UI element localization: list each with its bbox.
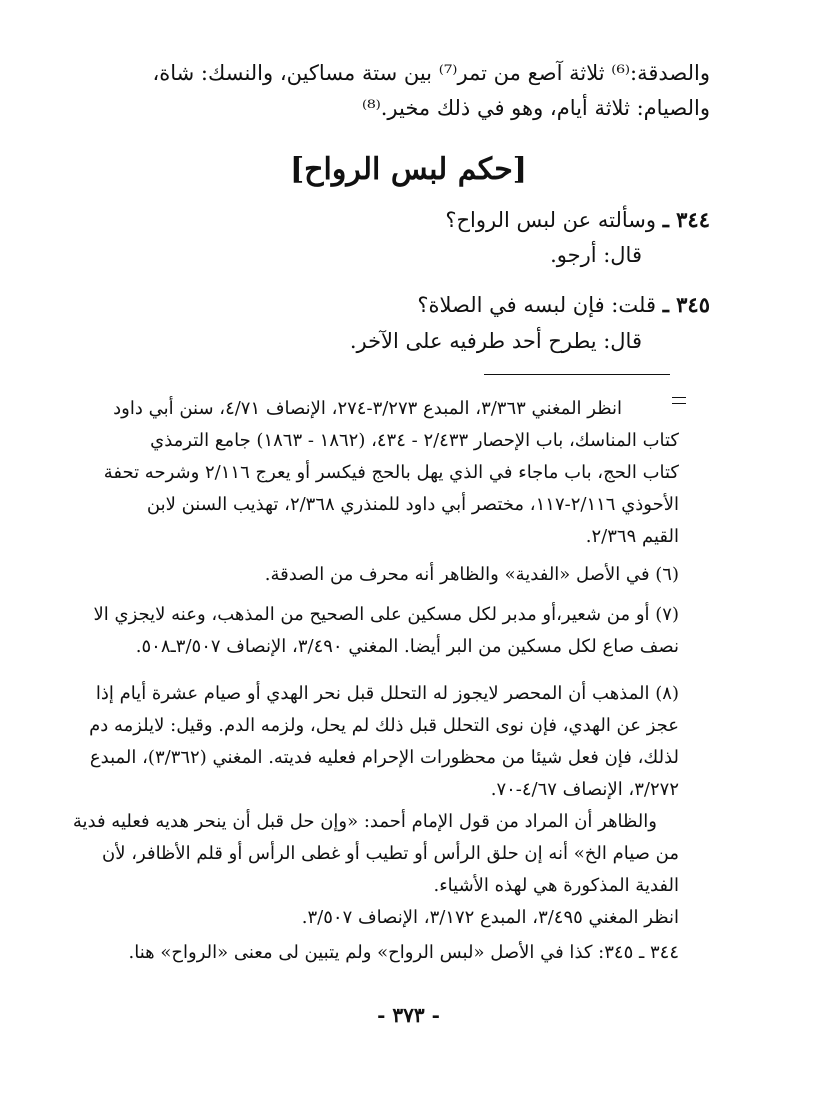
entry-number: ٣٤٥ ـ [662, 292, 710, 317]
footnote-8-line: (٨) المذهب أن المحصر لايجوز له التحلل قبل نحر الهدي أو صيام عشرة أيام إذا [95, 683, 679, 704]
footnote-8b-line: من صيام الخ» أنه إن حلق الرأس أو تطيب أو غطى الرأس أو قلم الأظافر، لأن [102, 843, 679, 864]
entry-number: ٣٤٤ ـ [662, 207, 710, 232]
footnote-cont-line: انظر المغني ٣/٣٦٣، المبدع ٣/٢٧٣-٢٧٤، الإنصاف ٤/٧١، سنن أبي داود [113, 398, 622, 419]
footnote-8-line: ٣/٢٧٢، الإنصاف ٤/٦٧-٧٠. [490, 779, 679, 800]
body-text-line-2: والصيام: ثلاثة أيام، وهو في ذلك مخير.⁽⁸⁾ [362, 96, 710, 120]
footnote-8b-line: انظر المغني ٣/٤٩٥، المبدع ٣/١٧٢، الإنصاف ٣/٥٠٧. [301, 907, 679, 928]
section-heading: [حكم لبس الرواح] [289, 152, 527, 187]
entry-345-answer: قال: يطرح أحد طرفيه على الآخر. [349, 329, 642, 353]
footnote-6: (٦) في الأصل «الفدية» والظاهر أنه محرف من الصدقة. [264, 564, 679, 585]
footnote-cont-line: الأحوذي ٢/١١٦-١١٧، مختصر أبي داود للمنذري ٢/٣٦٨، تهذيب السنن لابن [146, 494, 679, 515]
footnote-cont-line: القيم ٢/٣٦٩. [585, 526, 679, 547]
footnote-8b-line: والظاهر أن المراد من قول الإمام أحمد: «وإن حل قبل أن ينحر هديه فعليه فدية [72, 811, 657, 832]
footnote-8b-line: الفدية المذكورة هي لهذه الأشياء. [433, 875, 679, 896]
body-text-line-1: والصدقة:⁽⁶⁾ ثلاثة آصع من تمر⁽⁷⁾ بين ستة مساكين، والنسك: شاة، [152, 61, 710, 85]
footnote-cont-line: كتاب المناسك، باب الإحصار ٢/٤٣٣ - ٤٣٤، (١٨٦٢ - ١٨٦٣) جامع الترمذي [150, 430, 679, 451]
footnote-7-line: (٧) أو من شعير،أو مدبر لكل مسكين على الصحيح من المذهب، وعنه لايجزي الا [93, 604, 679, 625]
footnote-8-line: عجز عن الهدي، فإن نوى التحلل قبل ذلك لم يحل، ولزمه الدم. وقيل: لايلزمه دم [89, 715, 679, 736]
footnote-separator [484, 374, 670, 375]
footnote-344-345: ٣٤٤ ـ ٣٤٥: كذا في الأصل «لبس الرواح» ولم يتبين لى معنى «الرواح» هنا. [128, 942, 679, 963]
entry-344 [445, 205, 710, 235]
entry-question: قلت: فإن لبسه في الصلاة؟ [417, 293, 656, 317]
continuation-mark [672, 397, 686, 404]
entry-345 [417, 290, 710, 320]
entry-344-answer: قال: أرجو. [550, 243, 642, 267]
page-number: - ٣٧٣ - [377, 1003, 440, 1027]
footnote-7-line: نصف صاع لكل مسكين من البر أيضا. المغني ٣/٤٩٠، الإنصاف ٣/٥٠٧ـ٥٠٨. [135, 636, 679, 657]
footnote-cont-line: كتاب الحج، باب ماجاء في الذي يهل بالحج فيكسر أو يعرج ٢/١١٦ وشرحه تحفة [103, 462, 679, 483]
entry-question: وسألته عن لبس الرواح؟ [445, 208, 656, 232]
footnote-8-line: لذلك، فإن فعل شيئا من محظورات الإحرام فعليه فديته. المغني (٣/٣٦٢)، المبدع [89, 747, 679, 768]
